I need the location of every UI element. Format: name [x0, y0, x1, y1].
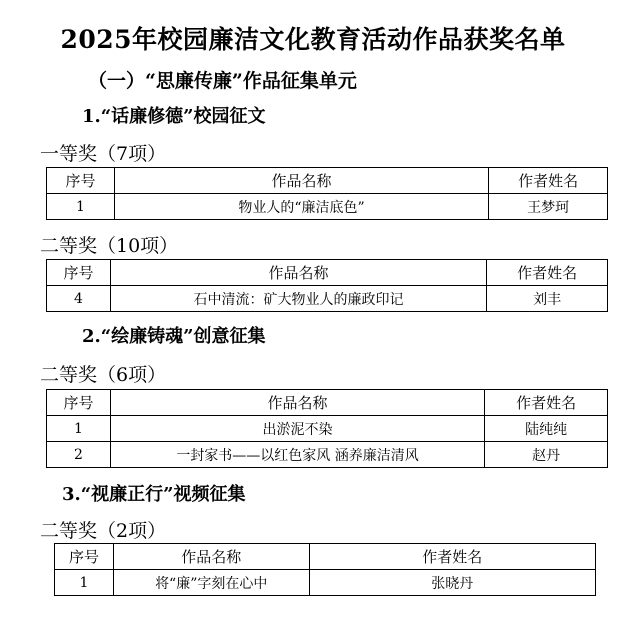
cell-work: 石中清流：矿大物业人的廉政印记 [110, 286, 486, 312]
cell-work: 出淤泥不染 [110, 416, 484, 442]
cell-seq: 1 [47, 194, 115, 220]
table-header-row [47, 390, 608, 416]
header-author: 作者姓名 [485, 390, 608, 416]
table-row [47, 194, 608, 220]
table-row [47, 442, 608, 468]
cell-work: 一封家书——以红色家风 涵养廉洁清风 [110, 442, 484, 468]
header-author: 作者姓名 [489, 168, 608, 194]
award-table-video-second [54, 543, 596, 596]
table-header-row [47, 260, 608, 286]
award-heading-first-prize: 一等奖（7项） [40, 143, 167, 165]
page-title: 2025年校园廉洁文化教育活动作品获奖名单 [60, 25, 566, 54]
table-header-row [47, 168, 608, 194]
section-heading: （一）“思廉传廉”作品征集单元 [88, 70, 357, 92]
cell-author: 赵丹 [485, 442, 608, 468]
category-heading-creative: 2.“绘廉铸魂”创意征集 [82, 326, 266, 347]
category-heading-video: 3.“视廉正行”视频征集 [62, 484, 246, 505]
table-row [47, 286, 608, 312]
header-author: 作者姓名 [487, 260, 608, 286]
table-header-row [55, 544, 596, 570]
header-seq: 序号 [47, 168, 115, 194]
header-seq: 序号 [47, 260, 111, 286]
header-work: 作品名称 [113, 544, 309, 570]
header-work: 作品名称 [110, 260, 486, 286]
cell-author: 王梦珂 [489, 194, 608, 220]
cell-author: 刘丰 [487, 286, 608, 312]
award-table-creative-second [46, 389, 608, 468]
table-row [47, 416, 608, 442]
award-table-essay-first [46, 167, 608, 220]
cell-seq: 2 [47, 442, 111, 468]
cell-seq: 4 [47, 286, 111, 312]
cell-seq: 1 [55, 570, 114, 596]
cell-work: 物业人的“廉洁底色” [114, 194, 488, 220]
award-heading-second-prize: 二等奖（10项） [40, 235, 179, 257]
header-seq: 序号 [55, 544, 114, 570]
cell-author: 张晓丹 [309, 570, 595, 596]
award-heading-second-prize: 二等奖（6项） [40, 364, 167, 386]
cell-seq: 1 [47, 416, 111, 442]
cell-author: 陆纯纯 [485, 416, 608, 442]
header-author: 作者姓名 [309, 544, 595, 570]
cell-work: 将“廉”字刻在心中 [113, 570, 309, 596]
category-heading-essay: 1.“话廉修德”校园征文 [82, 106, 266, 127]
header-seq: 序号 [47, 390, 111, 416]
table-row [55, 570, 596, 596]
award-heading-second-prize: 二等奖（2项） [40, 520, 167, 542]
header-work: 作品名称 [110, 390, 484, 416]
award-table-essay-second [46, 259, 608, 312]
header-work: 作品名称 [114, 168, 488, 194]
